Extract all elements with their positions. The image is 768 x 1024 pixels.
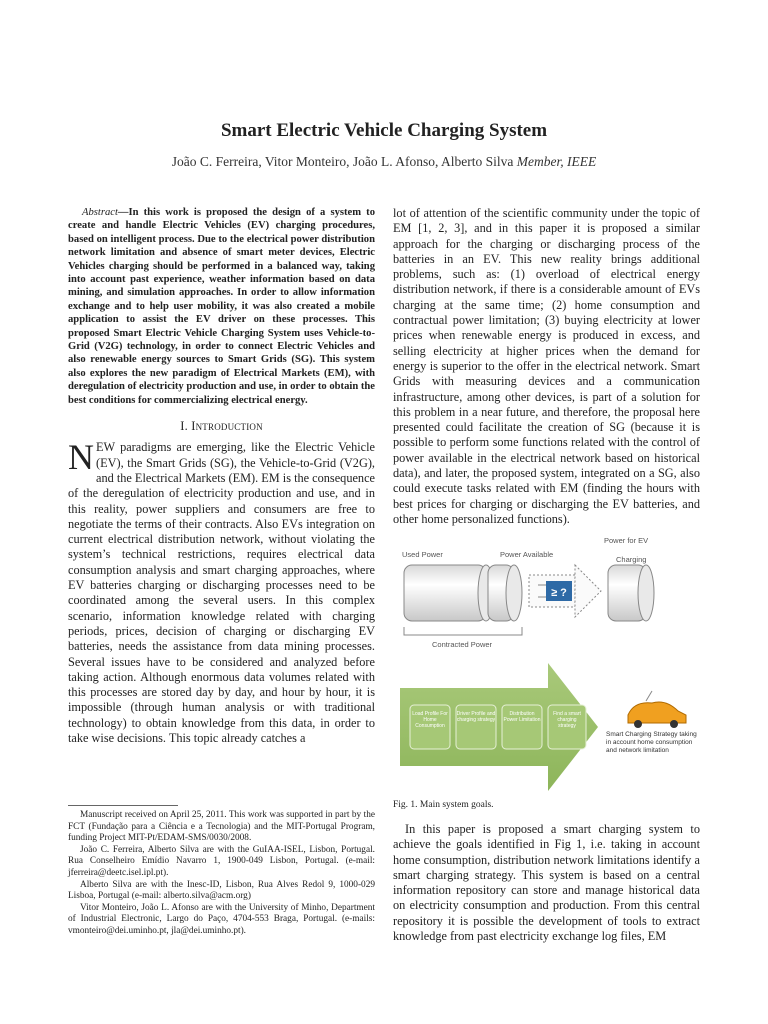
footnote: Manuscript received on April 25, 2011. This work was supported in part by the FCT (Fundação para a Ciência e a Tecnologia) and the MIT-Portugal Program, funding Project MIT-Pt/EDAM-SMS/0030/2008. xyxy=(68,810,375,844)
power-available-cylinder xyxy=(488,565,522,621)
box-driver-profile: Driver Profile and charging strategy xyxy=(456,711,496,723)
authors: João C. Ferreira, Vitor Monteiro, João L. Afonso, Alberto Silva xyxy=(171,154,514,169)
label-used-power: Used Power xyxy=(402,550,443,559)
section-number: I. xyxy=(180,419,188,434)
intro-text: EW paradigms are emerging, like the Electric Vehicle (EV), the Smart Grids (SG), the Vehicle-to-Grid (V2G), and the Electrical Markets (EM). EM is the consequence of the deregulation of electricity production and use, and in this reality, power suppliers and consumers are free to negotiate the terms of their contracts. Also EVs integration on current electrical distribution network, without violating the system’s technical restrictions, requires electrical data consumption analysis and smart charging approaches, where EV batteries charging or discharging processes need to be coordinated among the several users. In this complex scenario, information knowledge related with charging periods, prices, decision of charging or discharging EV batteries, needs the assistance from data mining processes. Several issues have to be considered and analyzed before taking action. Although enormous data volumes related with this processes are stored day by day, and hour by hour, it is impossible (through human analysis or with traditional technology) to obtain knowledge from this data, in order to take wise decisions. This topic already catches a xyxy=(68,440,375,746)
used-power-cylinder xyxy=(404,565,494,621)
smart-charging-text: Smart Charging Strategy taking in account home consumption and network limitation xyxy=(606,731,697,754)
figure-1 xyxy=(396,535,702,797)
abstract-label: Abstract xyxy=(82,207,118,218)
author-line xyxy=(0,154,768,170)
figure-caption: Fig. 1. Main system goals. xyxy=(393,800,494,810)
ge-question: ≥ ? xyxy=(551,587,567,599)
footnotes xyxy=(68,810,375,938)
left-column xyxy=(68,206,375,746)
intro-continued: lot of attention of the scientific community under the topic of EM [1, 2, 3], and in this paper it is proposed a similar approach for the charging or discharging process of the batteries in an EV. This new reality brings additional problems, such as: (1) overload of electrical energy distribution network, if there is a considerable amount of EVs charging at the same time; (2) home consumption and contractual power limitation; (3) buying electricity at lower prices when renewable energy is produced in excess, and selling electricity at higher prices when the demand for energy is superior to the offer in the electrical network. Smart Grids with measuring devices and a communication infrastructure, among other devices, is part of a solution for this problem in a near future, and therefore, the proposal here presented could facilitate the creation of SG (because it is possible to perform some functions related with the control of power available in the electrical network based on historical data), and later, the proposed system, integrated on a SG, also could execute tasks related with EM (finding the hours with best prices for charging or discharging the EV batteries, and other home personalized functions). xyxy=(393,206,700,526)
section-title: Introduction xyxy=(191,419,263,434)
box-distribution: Distribution Power Limitation xyxy=(503,711,541,723)
label-power-available: Power Available xyxy=(500,550,554,559)
dropcap: N xyxy=(68,437,94,478)
electric-car-icon xyxy=(628,691,686,728)
footnote: Alberto Silva are with the Inesc-ID, Lisbon, Rua Alves Redol 9, 1000-029 Lisboa, Portugal (e-mail: alberto.silva@acm.org) xyxy=(68,879,375,902)
label-power-for-ev: Power for EV xyxy=(604,536,649,545)
paper-title: Smart Electric Vehicle Charging System xyxy=(220,120,548,141)
abstract xyxy=(68,206,375,407)
box-load-profile: Load Profile For Home Consumption xyxy=(412,711,448,729)
right-column xyxy=(393,206,700,527)
charging-cylinder xyxy=(608,565,654,621)
intro-paragraph xyxy=(68,437,375,746)
box-smart-strategy: Find a smart charging strategy xyxy=(553,711,581,729)
dashed-arrow xyxy=(529,565,601,617)
body-paragraph: In this paper is proposed a smart charging system to achieve the goals identified in Fig 1, i.e. taking in account home consumption, distribution network limitations identify a smart charging strategy. This system is based on a central information repository can store and manage historical data on electricity consumption and production. From this central repository it is possible the development of tools to extract knowledge from past electricity exchange log files, EM xyxy=(393,822,700,944)
section-heading xyxy=(68,419,375,434)
footnote-rule xyxy=(68,805,178,806)
footnote: Vitor Monteiro, João L. Afonso are with the University of Minho, Department of Industrial Electronic, Largo do Paço, 4704-553 Braga, Portugal. (e-mails: vmonteiro@dei.uminho.pt, jla@dei.uminho.pt). xyxy=(68,902,375,936)
footnote: João C. Ferreira, Alberto Silva are with the GuIAA-ISEL, Lisbon, Portugal. Rua Conselheiro Emídio Navarro 1, 1900-049 Lisbon, Portugal. (e-mail: jferreira@deetc.isel.ipl.pt). xyxy=(68,844,375,878)
contracted-bracket xyxy=(404,627,522,635)
author-suffix: Member, IEEE xyxy=(516,154,597,169)
label-charging: Charging xyxy=(616,555,647,564)
label-contracted-power: Contracted Power xyxy=(432,640,493,649)
abstract-text: —In this work is proposed the design of a system to create and handle Electric Vehicles (EV) charging procedures, based on intelligent process. Due to the electrical power distribution network limitation and absence of smart meter devices, Electric Vehicles charging should be performed in a balanced way, taking into account past experience, weather information based on data mining, and simulation approaches. In order to allow information exchange and to help user mobility, it was also created a mobile application to assist the EV driver on these processes. This proposed Smart Electric Vehicle Charging System uses Vehicle-to-Grid (V2G) technology, in order to connect Electric Vehicles and also renewable energy sources to Smart Grids (SG). This system also explores the new paradigm of Electrical Markets (EM), with deregulation of electricity production and use, in order to obtain the best conditions for commercializing electrical energy. xyxy=(68,207,375,406)
